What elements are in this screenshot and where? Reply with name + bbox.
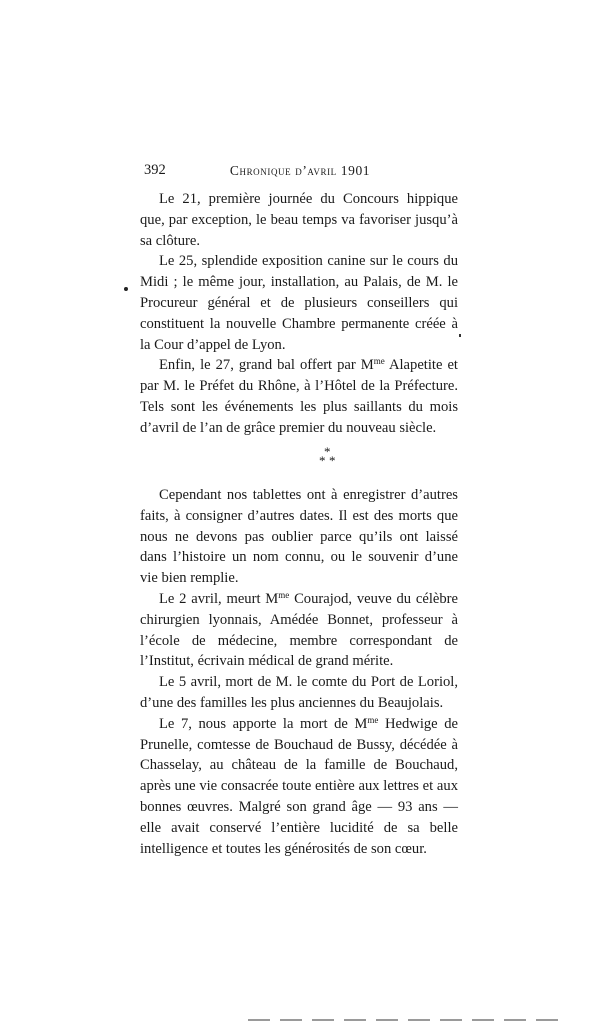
abbreviation-superscript: me (373, 356, 385, 367)
text-block-obituaries (140, 485, 458, 859)
paragraph-courajod (140, 589, 458, 672)
running-title: Chronique d’avril 1901 (229, 163, 371, 178)
abbreviation-superscript: me (367, 714, 379, 725)
paragraph-hedwige-text-continued: Hedwige de Prunelle, comtesse de Bouchaud de Bussy, décédée à Chasselay, au château de la famille de Bouchaud, après une vie consacrée toute entière aux lettres et aux bonnes œuvres. Malgré son grand âge — 93 ans — elle avait conservé l’entière lucidité de sa belle intelligence et toutes les générosités de son cœur. (140, 715, 458, 857)
paragraph-courajod-text: Le 2 avril, meurt M (159, 590, 279, 607)
paragraph-port-de-loriol: Le 5 avril, mort de M. le comte du Port de Loriol, d’une des familles les plus anciennes du Beaujolais. (140, 674, 458, 711)
asterisk-bottom-right: * (329, 453, 336, 468)
paragraph-hedwige-text: Le 7, nous apporte la mort de M (159, 715, 368, 732)
ink-speck (459, 334, 461, 337)
asterisk-top: * (324, 444, 331, 459)
paragraph-courajod-text-continued: Courajod, veuve du célèbre chirurgien lyonnais, Amédée Bonnet, professeur à l’école de médecine, membre correspondant de l’Institut, écrivain médical de grand mérite. (140, 590, 458, 670)
bottom-scan-dashes (248, 1019, 568, 1021)
paragraph-tablettes: Cependant nos tablettes ont à enregistrer d’autres faits, à consigner d’autres dates. Il est des morts que nous ne devons pas oublier parce qu’ils ont laissé dans l’histoire un nom connu, ou le souvenir d’une vie bien remplie. (140, 487, 458, 587)
abbreviation-superscript: me (278, 589, 290, 600)
asterisk-bottom-left: * (319, 453, 326, 468)
page-header (144, 162, 456, 182)
text-block-april-events (140, 189, 458, 439)
paragraph-grand-bal-text: Enfin, le 27, grand bal offert par M (159, 357, 374, 374)
paragraph-hedwige-de-prunelle (140, 714, 458, 860)
paragraph-grand-bal (140, 355, 458, 438)
margin-ink-dot (124, 287, 128, 291)
paragraph-grand-bal-text-continued: Alapetite et par M. le Préfet du Rhône, à l’Hôtel de la Préfecture. Tels sont les événements les plus saillants du mois d’avril de l’an de grâce premier du nouveau siècle. (140, 357, 458, 436)
paragraph-concours-hippique: Le 21, première journée du Concours hippique que, par exception, le beau temps va favoriser jusqu’à sa clôture. (140, 191, 458, 249)
page-number: 392 (144, 162, 166, 178)
section-break-asterism (310, 443, 350, 473)
paragraph-exposition-canine: Le 25, splendide exposition canine sur le cours du Midi ; le même jour, installation, au Palais, de M. le Procureur général et de plusieurs conseillers qui constituent la nouvelle Chambre permanente créée à la Cour d’appel de Lyon. (140, 253, 458, 353)
